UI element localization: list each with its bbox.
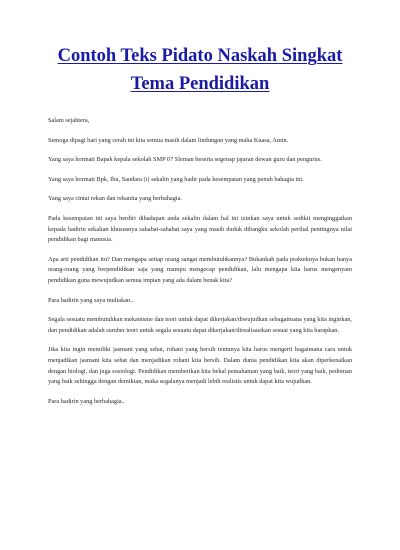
paragraph-address-2: Para hadirin yang berbahagia.. [48, 397, 125, 405]
title-link[interactable]: Contoh Teks Pidato Naskah Singkat Tema Pendidikan [57, 46, 343, 94]
paragraph-opening: Pada kesempatan ini saya berdiri dihadapan anda sekalin dalam hal ini izinkan saya untuk sedikit menginggatkan kepada hadirin sekalian khususnya sahabat-sahabat saya yang masih duduk dibangku sekolah perihal pentingnya nilai pendidikan bagi manusia. [48, 214, 352, 244]
document-body [48, 116, 352, 407]
page-title[interactable] [48, 42, 352, 98]
paragraph-respect-principal: Yang saya hormati Bapak kepala sekolah SMP 07 Sleman beserta segenap jajaran dewan guru dan pengurus. [48, 156, 322, 164]
paragraph-health: Jika kita ingin memiliki jasmani yang sehat, rohani yang bersih tentunya kita harus mengerti bagaimana cara untuk menjadikan jasmani kita sehat dan menjadikan rohani kita bersih. Dalam dunia pendidikan kita akan diperkenalkan dengan biologi, dan juga sosiologi. Pendidikan memberikan kita bekal pemahaman yang baik, teori yang baik, pedoman yang baik sehingga dengan demikian, maka segalanya menjadi lebih realistis untuk dapat kita wujudkan. [48, 346, 352, 386]
paragraph-prayer: Semoga dipagi hari yang cerah ini kita semua masih dalam lindungan yang maha Kuasa, Amin. [48, 136, 289, 144]
paragraph-greeting: Salam sejahtera, [48, 117, 90, 124]
paragraph-address-1: Para hadirin yang saya muliakan.. [48, 296, 134, 304]
paragraph-question: Apa arti pendidikan itu? Dan mengapa setiap orang sangat membutuhkannya? Bukankah pada prakteknya bukan hanya orang-orang yang berpendidikan saja yang mampu mengecap pendidikan, lalu mengapa kita harus mengenyam pendidikan guna mewujudkan semua impian yang ada dalam benak kita? [48, 255, 352, 284]
paragraph-respect-friends: Yang saya cintai rekan dan rekanita yang berbahagia. [48, 195, 182, 203]
paragraph-respect-audience: Yang saya hormati Bpk, Ibu, Saudara (i) sekalin yang hadir pada kesempatan yang penuh bahagia ini. [48, 175, 304, 183]
paragraph-theory: Segala sesuatu membutuhkan mekanisme dan teori untuk dapat dikerjakan/diwujudkan sebagaimana yang kita inginkan, dan pendidikan adalah sumber teori untuk segala sesuatu dapat dikerjakan/direalisasikan sesuai yang kita harapkan. [48, 316, 352, 334]
